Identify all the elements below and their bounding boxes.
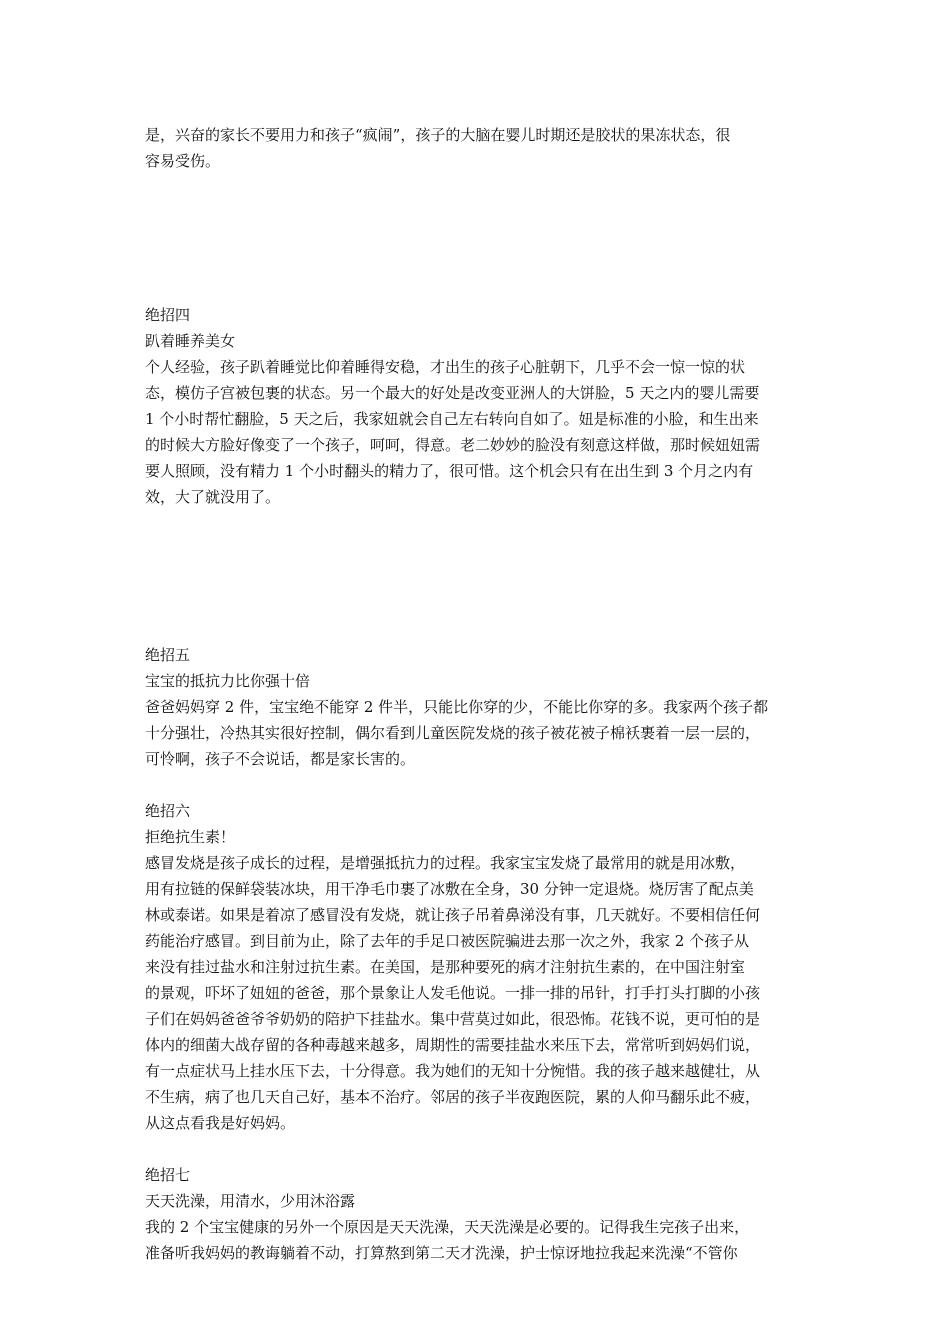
spacer [145, 510, 810, 642]
text-line: 效，大了就没用了。 [145, 488, 281, 506]
text-line: 是，兴奋的家长不要用力和孩子“疯闹”，孩子的大脑在婴儿时期还是胶状的果冻状态，很 [145, 126, 731, 144]
section-heading: 绝招四 [145, 306, 191, 324]
section-heading: 绝招五 [145, 646, 191, 664]
section-7 [145, 1162, 810, 1266]
text-line: 子们在妈妈爸爸爷爷奶奶的陪护下挂盐水。集中营莫过如此，很恐怖。花钱不说，更可怕的是 [145, 1010, 761, 1028]
section-6 [145, 798, 810, 1136]
text-line: 的景观，吓坏了妞妞的爸爸，那个景象让人发毛他说。一排一排的吊针，打手打头打脚的小孩 [145, 984, 761, 1002]
text-line: 体内的细菌大战存留的各种毒越来越多，周期性的需要挂盐水来压下去，常常听到妈妈们说， [145, 1036, 761, 1054]
text-line: 态，模仿子宫被包裹的状态。另一个最大的好处是改变亚洲人的大饼脸，5 天之内的婴儿需要 [145, 384, 760, 402]
spacer [145, 1136, 810, 1162]
text-line: 1 个小时帮忙翻脸，5 天之后，我家妞就会自己左右转向自如了。妞是标准的小脸，和生出来 [145, 410, 759, 428]
document-page [145, 122, 810, 1266]
spacer [145, 174, 810, 302]
section-heading: 绝招六 [145, 802, 191, 820]
text-line: 十分强壮，冷热其实很好控制，偶尔看到儿童医院发烧的孩子被花被子棉袄裹着一层一层的， [145, 724, 761, 742]
section-5 [145, 642, 810, 772]
intro-paragraph [145, 122, 810, 174]
section-subtitle: 趴着睡养美女 [145, 332, 236, 350]
section-subtitle: 宝宝的抵抗力比你强十倍 [145, 672, 311, 690]
text-line: 爸爸妈妈穿 2 件，宝宝绝不能穿 2 件半，只能比你穿的少，不能比你穿的多。我家两个孩子都 [145, 698, 769, 716]
section-subtitle: 拒绝抗生素！ [145, 828, 236, 846]
text-line: 用有拉链的保鲜袋装冰块，用干净毛巾裹了冰敷在全身，30 分钟一定退烧。烧厉害了配点美 [145, 880, 754, 898]
text-line: 个人经验，孩子趴着睡觉比仰着睡得安稳，才出生的孩子心脏朝下，几乎不会一惊一惊的状 [145, 358, 746, 376]
text-line: 的时候大方脸好像变了一个孩子，呵呵，得意。老二妙妙的脸没有刻意这样做，那时候妞妞需 [145, 436, 761, 454]
text-line: 容易受伤。 [145, 152, 221, 170]
section-heading: 绝招七 [145, 1166, 191, 1184]
text-line: 要人照顾，没有精力 1 个小时翻头的精力了，很可惜。这个机会只有在出生到 3 个月之内有 [145, 462, 754, 480]
spacer [145, 772, 810, 798]
section-subtitle: 天天洗澡，用清水，少用沐浴露 [145, 1192, 356, 1210]
text-line: 林或泰诺。如果是着凉了感冒没有发烧，就让孩子吊着鼻涕没有事，几天就好。不要相信任何 [145, 906, 761, 924]
text-line: 不生病，病了也几天自己好，基本不治疗。邻居的孩子半夜跑医院，累的人仰马翻乐此不疲， [145, 1088, 761, 1106]
text-line: 准备听我妈妈的教诲躺着不动，打算熬到第二天才洗澡，护士惊讶地拉我起来洗澡“不管你 [145, 1244, 738, 1262]
text-line: 来没有挂过盐水和注射过抗生素。在美国，是那种要死的病才注射抗生素的，在中国注射室 [145, 958, 746, 976]
text-line: 可怜啊，孩子不会说话，都是家长害的。 [145, 750, 416, 768]
text-line: 我的 2 个宝宝健康的另外一个原因是天天洗澡，天天洗澡是必要的。记得我生完孩子出来， [145, 1218, 750, 1236]
text-line: 感冒发烧是孩子成长的过程，是增强抵抗力的过程。我家宝宝发烧了最常用的就是用冰敷， [145, 854, 746, 872]
text-line: 有一点症状马上挂水压下去，十分得意。我为她们的无知十分惋惜。我的孩子越来越健壮，从 [145, 1062, 761, 1080]
text-line: 药能治疗感冒。到目前为止，除了去年的手足口被医院骗进去那一次之外，我家 2 个孩子从 [145, 932, 750, 950]
text-line: 从这点看我是好妈妈。 [145, 1114, 296, 1132]
section-4 [145, 302, 810, 510]
